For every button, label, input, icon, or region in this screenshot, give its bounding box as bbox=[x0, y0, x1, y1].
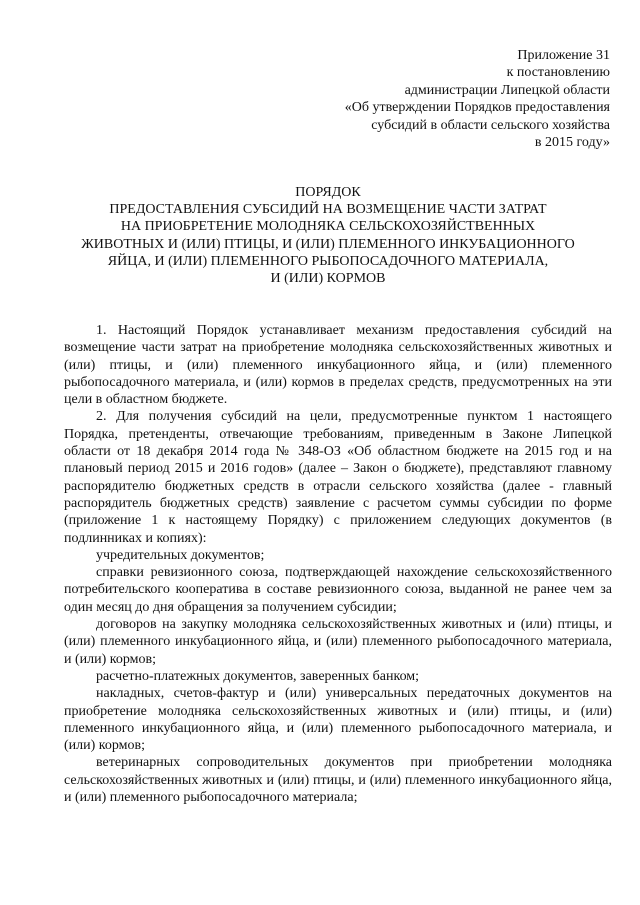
title-line: ЖИВОТНЫХ И (ИЛИ) ПТИЦЫ, И (ИЛИ) ПЛЕМЕННОГО ИНКУБАЦИОННОГО bbox=[81, 236, 575, 252]
list-item-veterinary-documents: ветеринарных сопроводительных документов при приобретении молодняка сельскохозяйственных животных и (или) птицы, и (или) племенного инкубационного яйца, и (или) племенного рыбопосадочного материала; bbox=[64, 755, 612, 806]
title-line: НА ПРИОБРЕТЕНИЕ МОЛОДНЯКА СЕЛЬСКОХОЗЯЙСТВЕННЫХ bbox=[120, 219, 536, 235]
list-item-audit-union-certificate: справки ревизионного союза, подтверждающей нахождение сельскохозяйственного потребительского кооператива в составе ревизионного союза, выданной не ранее чем за один месяц до дня обращения за получением субсидии; bbox=[64, 565, 612, 615]
appendix-line: субсидий в области сельского хозяйства bbox=[371, 117, 610, 133]
title-line: И (ИЛИ) КОРМОВ bbox=[270, 271, 386, 287]
list-item-invoices: накладных, счетов-фактур и (или) универсальных передаточных документов на приобретение молодняка сельскохозяйственных животных и (или) птицы, и (или) племенного инкубационного яйца, и (или) племенного рыбопосадочного материала, и (или) кормов; bbox=[64, 686, 612, 754]
document-title bbox=[40, 184, 616, 287]
title-line: ЯЙЦА, И (ИЛИ) ПЛЕМЕННОГО РЫБОПОСАДОЧНОГО МАТЕРИАЛА, bbox=[107, 253, 549, 269]
paragraph-2: 2. Для получения субсидий на цели, предусмотренные пунктом 1 настоящего Порядка, претенденты, отвечающие требованиям, приведенным в Законе Липецкой области от 18 декабря 2014 года № 348-ОЗ «Об областном бюджете на 2015 год и на плановый период 2015 и 2016 годов» (далее – Закон о бюджете), представляют главному распорядителю бюджетных средств в отрасли сельского хозяйства (далее - главный распорядитель бюджетных средств) заявление с расчетом суммы субсидии по форме (приложение 1 к настоящему Порядку) с приложением следующих документов (в подлинниках и копиях): bbox=[64, 409, 612, 546]
paragraph-1: 1. Настоящий Порядок устанавливает механизм предоставления субсидий на возмещение части затрат на приобретение молодняка сельскохозяйственных животных и (или) птицы, и (или) племенного инкубационного яйца, и (или) племенного рыбопосадочного материала, и (или) кормов в пределах средств, предусмотренных на эти цели в областном бюджете. bbox=[64, 323, 612, 408]
list-item-payment-documents: расчетно-платежных документов, заверенных банком; bbox=[96, 668, 420, 684]
title-line: ПОРЯДОК bbox=[295, 185, 361, 200]
title-line: ПРЕДОСТАВЛЕНИЯ СУБСИДИЙ НА ВОЗМЕЩЕНИЕ ЧАСТИ ЗАТРАТ bbox=[109, 202, 547, 218]
appendix-line: «Об утверждении Порядков предоставления bbox=[344, 100, 610, 116]
list-item-purchase-contracts: договоров на закупку молодняка сельскохозяйственных животных и (или) птицы, и (или) племенного инкубационного яйца, и (или) племенного рыбопосадочного материала, и (или) кормов; bbox=[64, 617, 612, 667]
list-item-founding-documents: учредительных документов; bbox=[96, 547, 265, 563]
appendix-line: администрации Липецкой области bbox=[404, 82, 610, 98]
appendix-line: в 2015 году» bbox=[534, 135, 610, 151]
appendix-line: Приложение 31 bbox=[517, 48, 610, 63]
document-body bbox=[64, 322, 612, 806]
appendix-header bbox=[280, 47, 610, 151]
appendix-line: к постановлению bbox=[506, 65, 610, 81]
